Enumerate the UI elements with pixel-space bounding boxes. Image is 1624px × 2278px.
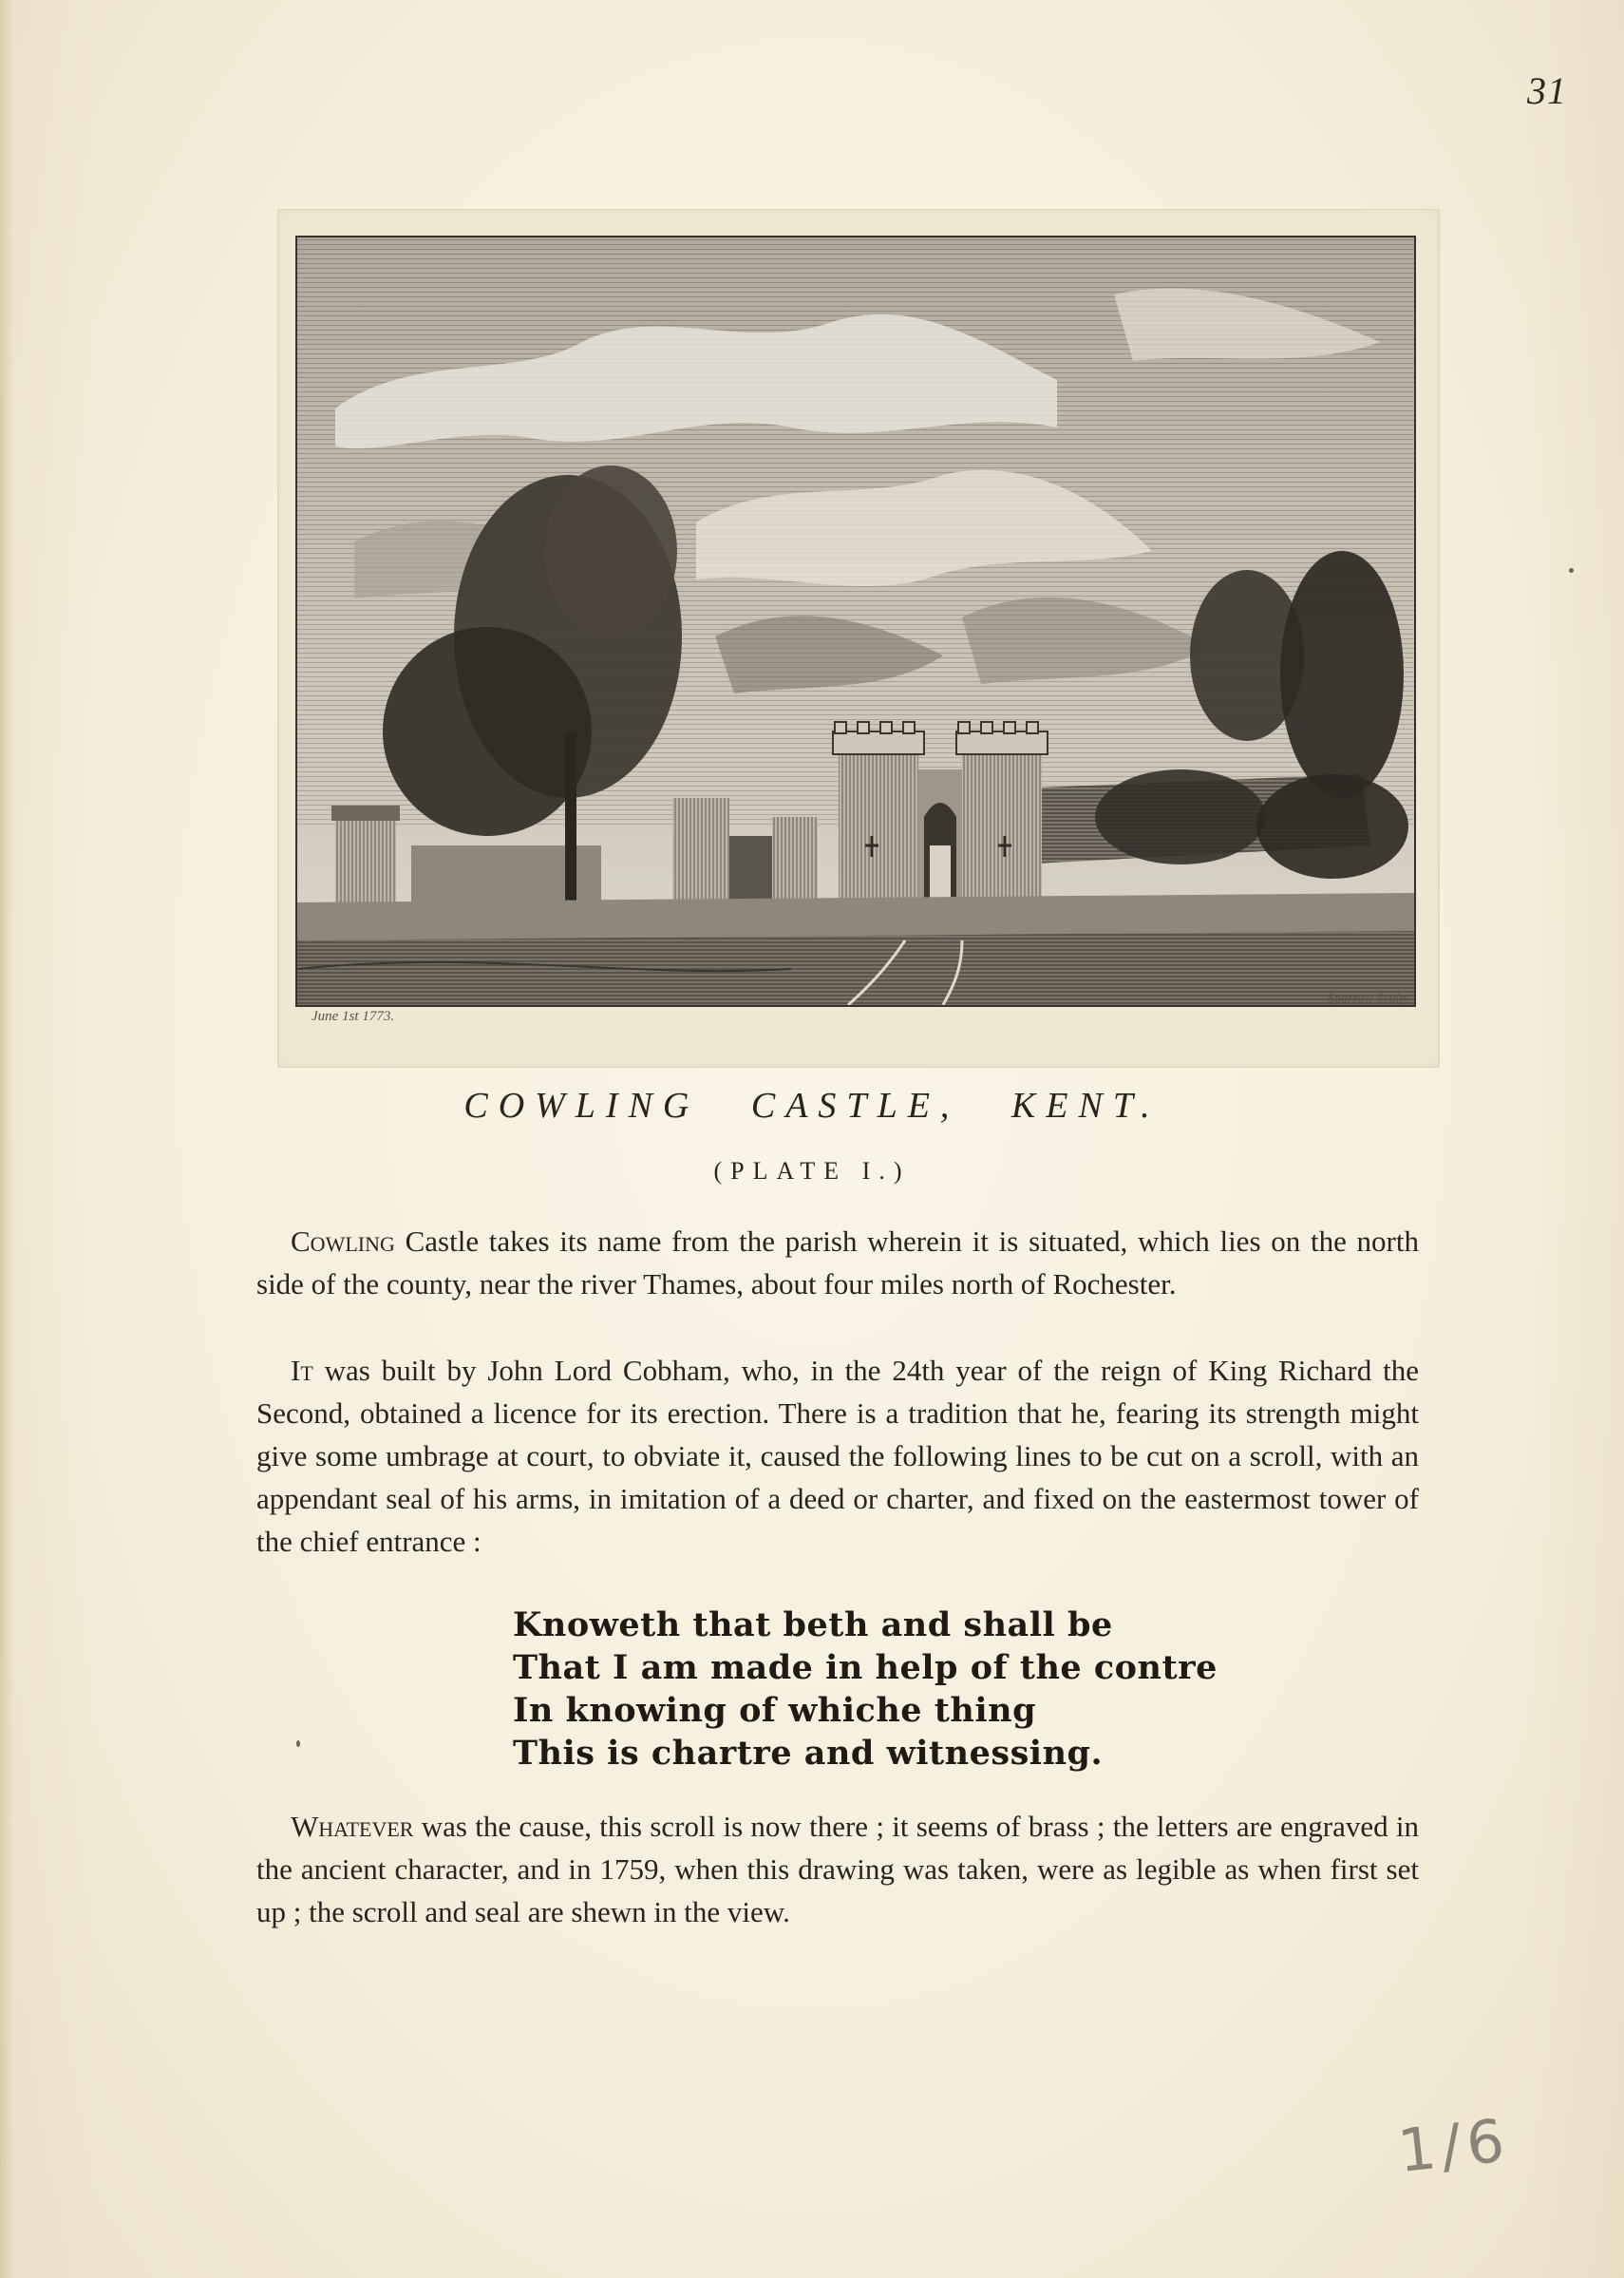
- inscription-line: Knoweth that beth and shall be: [513, 1605, 1113, 1644]
- inscription-line: In knowing of whiche thing: [513, 1691, 1037, 1730]
- foxing-speck: [296, 1740, 300, 1747]
- paragraph-1: [256, 1220, 1419, 1305]
- paragraph-text: was built by John Lord Cobham, who, in the 24th year of the reign of King Richard the Second, obtained a licence for its erection. There is a tradition that he, fearing its strength might give some umbrage at court, to obviate it, caused the following lines to be cut on a scroll, with an appendant seal of his arms, in imitation of a deed or charter, and fixed on the eastermost tower of the chief entrance :: [256, 1354, 1419, 1558]
- plate-title: COWLING CASTLE, KENT.: [463, 1086, 1161, 1126]
- engraver-credit: Sparrow Sculp.: [1328, 992, 1409, 1006]
- pencil-price-note: 1/6: [1394, 2105, 1514, 2186]
- foxing-speck: [1569, 568, 1574, 573]
- page-number: 31: [1527, 69, 1567, 112]
- paragraph-lead: It: [291, 1354, 313, 1387]
- castle-engraving: [295, 236, 1416, 1007]
- inscription-line: This is chartre and witnessing.: [513, 1734, 1104, 1773]
- paragraph-2: [256, 1349, 1419, 1563]
- paragraph-3: [256, 1805, 1419, 1933]
- paragraph-text: Castle takes its name from the parish wherein it is situated, which lies on the north side of the county, near the river Thames, about four miles north of Rochester.: [256, 1224, 1419, 1300]
- paragraph-lead: Whatever: [291, 1810, 414, 1843]
- paragraph-text: was the cause, this scroll is now there ; it seems of brass ; the letters are engraved in the ancient character, and in 1759, when this drawing was taken, were as legible as when first set up ; the scroll and seal are shewn in the view.: [256, 1810, 1419, 1928]
- blackletter-inscription: [513, 1604, 1218, 1775]
- inscription-line: That I am made in help of the contre: [513, 1648, 1218, 1687]
- paragraph-lead: Cowling: [291, 1224, 395, 1258]
- plate-subtitle: (PLATE I.): [713, 1157, 911, 1185]
- imprint-date: June 1st 1773.: [312, 1009, 395, 1024]
- page-edge-shadow: [0, 0, 13, 2278]
